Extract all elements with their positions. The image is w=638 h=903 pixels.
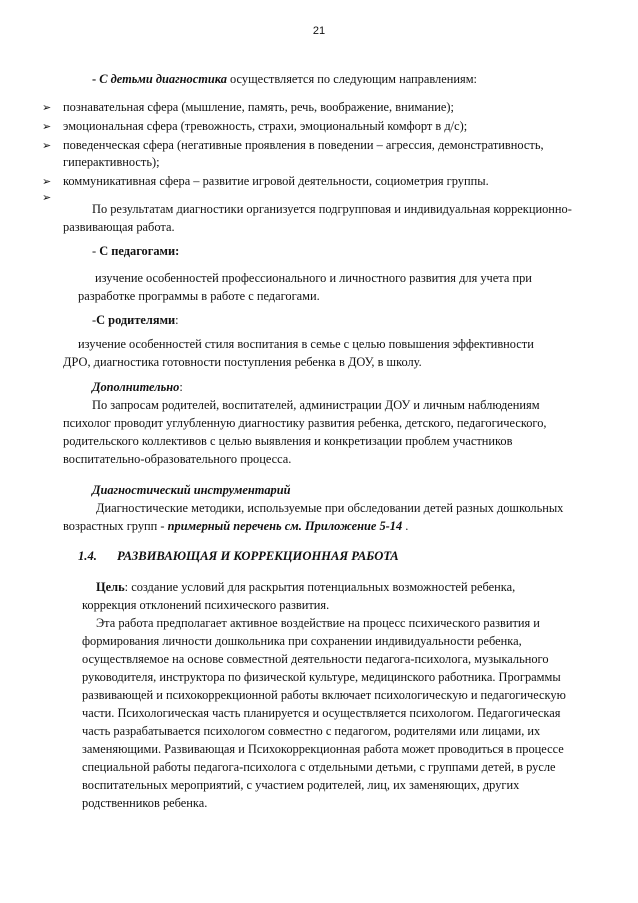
body-line: заменяющими. Развивающая и Психокоррекционная работа может проводиться в процессе <box>82 742 564 756</box>
teachers-text-line: изучение особенностей профессионального и личностного развития для учета при <box>95 271 532 285</box>
toolkit-plain: возрастных групп - <box>63 519 168 533</box>
bullet-item: коммуникативная сфера – развитие игровой деятельности, социометрия группы. <box>63 174 489 188</box>
goal-label: Цель <box>96 580 125 594</box>
page-number: 21 <box>312 25 326 37</box>
additional-colon: : <box>179 380 183 394</box>
body-line: родственников ребенка. <box>82 796 208 810</box>
toolkit-title: Диагностический инструментарий <box>92 483 291 497</box>
bullet-item: познавательная сфера (мышление, память, речь, воображение, внимание); <box>63 100 454 114</box>
body-line: специальной работы педагога-психолога с отдельными детьми, с группами детей, в русле <box>82 760 556 774</box>
section-title: РАЗВИВАЮЩАЯ И КОРРЕКЦИОННАЯ РАБОТА <box>117 549 399 563</box>
body-line: формирования личности дошкольника при сохранении индивидуальности ребенка, <box>82 634 522 648</box>
toolkit-text-line <box>63 519 408 534</box>
children-dash: - <box>92 72 100 86</box>
parents-title: С родителями <box>96 313 176 327</box>
children-diagnostics-title: С детьми диагностика <box>99 72 227 86</box>
body-line: Эта работа предполагает активное воздействие на процесс психического развития и <box>96 616 540 630</box>
teachers-dash: - <box>92 244 100 258</box>
body-line: руководителя, инструктора по физической культуре, медицинского работника. Программы <box>82 670 561 684</box>
bullet-arrow-icon: ➢ <box>42 101 52 114</box>
bullet-item: поведенческая сфера (негативные проявления в поведении – агрессия, демонстративность, <box>63 138 544 152</box>
diagnostics-result-line: По результатам диагностики организуется подгрупповая и индивидуальная коррекционно- <box>92 202 572 216</box>
body-line: части. Психологическая часть планируется и осуществляется психологом. Педагогическая <box>82 706 561 720</box>
parents-heading <box>92 313 179 328</box>
section-number: 1.4. <box>78 549 97 563</box>
diagnostics-result-line: развивающая работа. <box>63 220 175 234</box>
additional-heading <box>92 380 183 395</box>
body-line: развивающей и психокоррекционной работы включает психологическую и педагогическую <box>82 688 566 702</box>
bullet-arrow-icon: ➢ <box>42 175 52 188</box>
toolkit-end: . <box>402 519 409 533</box>
teachers-heading <box>92 244 179 259</box>
goal-text: : создание условий для раскрытия потенциальных возможностей ребенка, <box>124 580 516 594</box>
children-diagnostics-rest: осуществляется по следующим направлениям: <box>226 72 477 86</box>
bullet-arrow-icon: ➢ <box>42 191 52 204</box>
bullet-item: эмоциональная сфера (тревожность, страхи, эмоциональный комфорт в д/с); <box>63 119 468 133</box>
bullet-arrow-icon: ➢ <box>42 139 52 152</box>
body-line: осуществляемое на основе совместной деятельности педагога-психолога, музыкального <box>82 652 549 666</box>
parents-text-line: изучение особенностей стиля воспитания в семье с целью повышения эффективности <box>78 337 534 351</box>
parents-colon: : <box>175 313 179 327</box>
children-diagnostics-line <box>92 72 477 87</box>
bullet-item-continuation: гиперактивность); <box>63 155 160 169</box>
body-line: воспитательных мероприятий, с участием родителей, лиц, их заменяющих, других <box>82 778 520 792</box>
additional-text-line: воспитательно-образовательного процесса. <box>63 452 292 466</box>
teachers-text-line: разработке программы в работе с педагогами. <box>78 289 320 303</box>
toolkit-text-line: Диагностические методики, используемые при обследовании детей разных дошкольных <box>96 501 564 515</box>
additional-text-line: психолог проводит углубленную диагностику развития ребенка, детского, педагогического, <box>63 416 547 430</box>
additional-text-line: По запросам родителей, воспитателей, администрации ДОУ и личным наблюдениям <box>92 398 540 412</box>
parents-dash: - <box>92 313 97 327</box>
additional-title: Дополнительно <box>92 380 180 394</box>
teachers-title: С педагогами: <box>99 244 180 258</box>
goal-line <box>96 580 515 595</box>
bullet-arrow-icon: ➢ <box>42 120 52 133</box>
body-line: часть разрабатывается психологом совместно с педагогом, родителями или лицами, их <box>82 724 541 738</box>
appendix-reference: примерный перечень см. Приложение 5-14 <box>167 519 403 533</box>
parents-text-line: ДРО, диагностика готовности поступления ребенка в ДОУ, в школу. <box>63 355 422 369</box>
additional-text-line: родительского коллективов с целью выявления и конкретизации проблем участников <box>63 434 513 448</box>
goal-line: коррекция отклонений психического развития. <box>82 598 330 612</box>
